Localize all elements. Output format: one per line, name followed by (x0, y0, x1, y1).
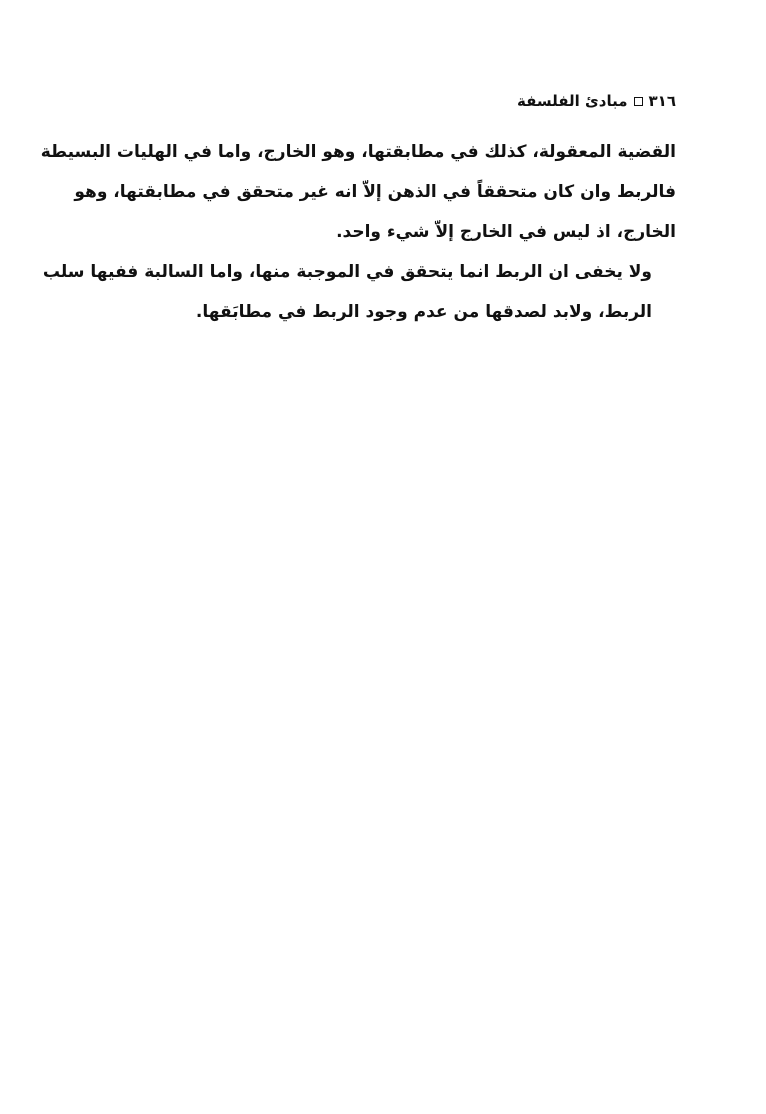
running-header (517, 92, 676, 110)
square-ornament-icon (634, 97, 643, 106)
page-number: ٣١٦ (648, 92, 676, 110)
text-line: القضية المعقولة، كذلك في مطابقتها، وهو الخارج، واما في الهليات البسيطة (40, 142, 676, 162)
paragraph-2 (42, 252, 676, 332)
text-line: الربط، ولابد لصدقها من عدم وجود الربط في مطابَقها. (195, 302, 652, 322)
text-line: ولا يخفى ان الربط انما يتحقق في الموجبة منها، واما السالبة ففيها سلب (42, 262, 652, 282)
paragraph-1 (40, 132, 676, 252)
text-line: فالربط وان كان متحققاً في الذهن إلاّ انه غير متحقق في مطابقتها، وهو (74, 182, 676, 202)
book-title: مبادئ الفلسفة (516, 92, 628, 110)
page-body (40, 132, 676, 332)
text-line: الخارج، اذ ليس في الخارج إلاّ شيء واحد. (336, 222, 676, 242)
